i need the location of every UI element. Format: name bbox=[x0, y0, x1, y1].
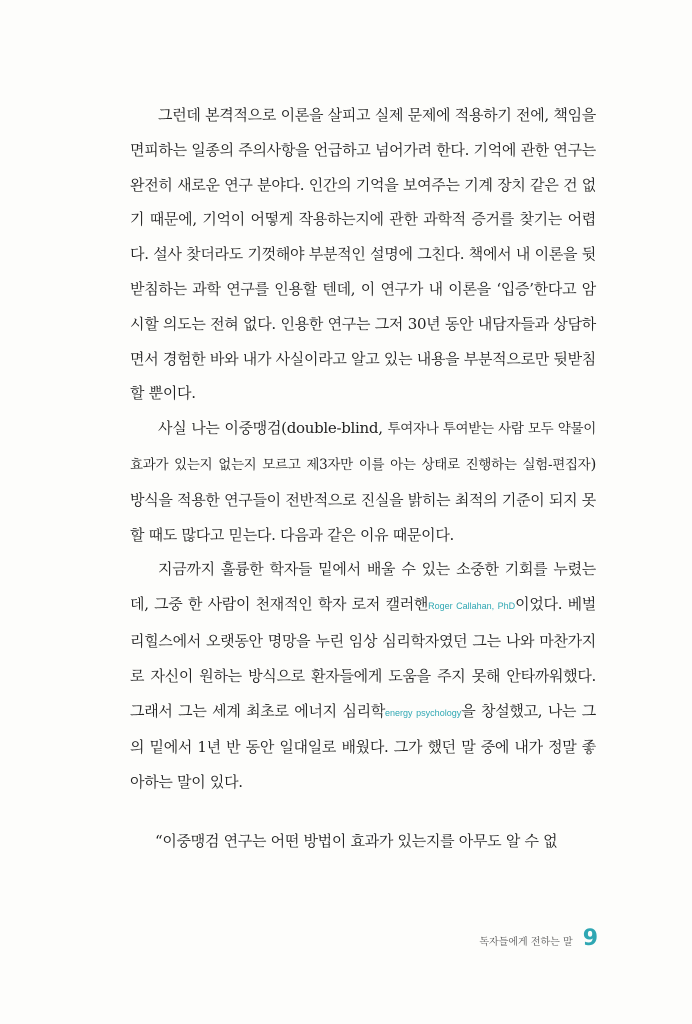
paragraph-3-part-b: 이었다. 베벌리힐스에서 오랫동안 명망을 누린 임상 심리학자였던 그는 나와 마찬가지로 자신이 원하는 방식으로 환자들에게 도움을 주지 못해 안타까워했다. 그래서 그는 세계 최초로 에너지 심리학 bbox=[130, 595, 596, 720]
page-footer bbox=[479, 926, 598, 951]
paragraph-3-part-a: 지금까지 훌륭한 학자들 밑에서 배울 수 있는 소중한 기회를 누렸는데, 그중 한 사람이 천재적인 학자 로저 캘러핸 bbox=[130, 560, 596, 614]
body-text bbox=[130, 98, 596, 800]
paragraph-2-start: 사실 나는 이중맹검(double-blind, bbox=[158, 419, 388, 438]
page-number: 9 bbox=[582, 926, 598, 951]
running-footer-title: 독자들에게 전하는 말 bbox=[479, 937, 573, 948]
paragraph-2 bbox=[130, 411, 596, 552]
name-annotation: Roger Callahan, PhD bbox=[428, 601, 516, 612]
quote-paragraph: “이중맹검 연구는 어떤 방법이 효과가 있는지를 아무도 알 수 없 bbox=[155, 832, 558, 850]
paragraph-3-part-c: 을 창설했고, 나는 그의 밑에서 1년 반 동안 일대일로 배웠다. 그가 했던 말 중에 내가 정말 좋아하는 말이 있다. bbox=[130, 701, 596, 792]
term-annotation: energy psychology bbox=[385, 707, 462, 718]
paragraph-1: 그런데 본격적으로 이론을 살피고 실제 문제에 적용하기 전에, 책임을 면피하는 일종의 주의사항을 언급하고 넘어가려 한다. 기억에 관한 연구는 완전히 새로운 연구 분야다. 인간의 기억을 보여주는 기계 장치 같은 건 없기 때문에, 기억이 어떻게 작용하는지에 관한 과학적 증거를 찾기는 어렵다. 설사 찾더라도 기껏해야 부분적인 설명에 그친다. 책에서 내 이론을 뒷받침하는 과학 연구를 인용할 텐데, 이 연구가 내 이론을 ‘입증’한다고 암시할 의도는 전혀 없다. 인용한 연구는 그저 30년 동안 내담자들과 상담하면서 경험한 바와 내가 사실이라고 알고 있는 내용을 부분적으로만 뒷받침할 뿐이다. bbox=[130, 106, 596, 403]
paragraph-2-end: ) 방식을 적용한 연구들이 전반적으로 진실을 밝히는 최적의 기준이 되지 못할 때도 많다고 믿는다. 다음과 같은 이유 때문이다. bbox=[130, 454, 596, 544]
paragraph-3 bbox=[130, 552, 596, 800]
editor-note: 투여자나 투여받는 사람 모두 약물이 효과가 있는지 없는지 모르고 제3자만 이를 아는 상태로 진행하는 실험-편집자 bbox=[130, 421, 596, 473]
